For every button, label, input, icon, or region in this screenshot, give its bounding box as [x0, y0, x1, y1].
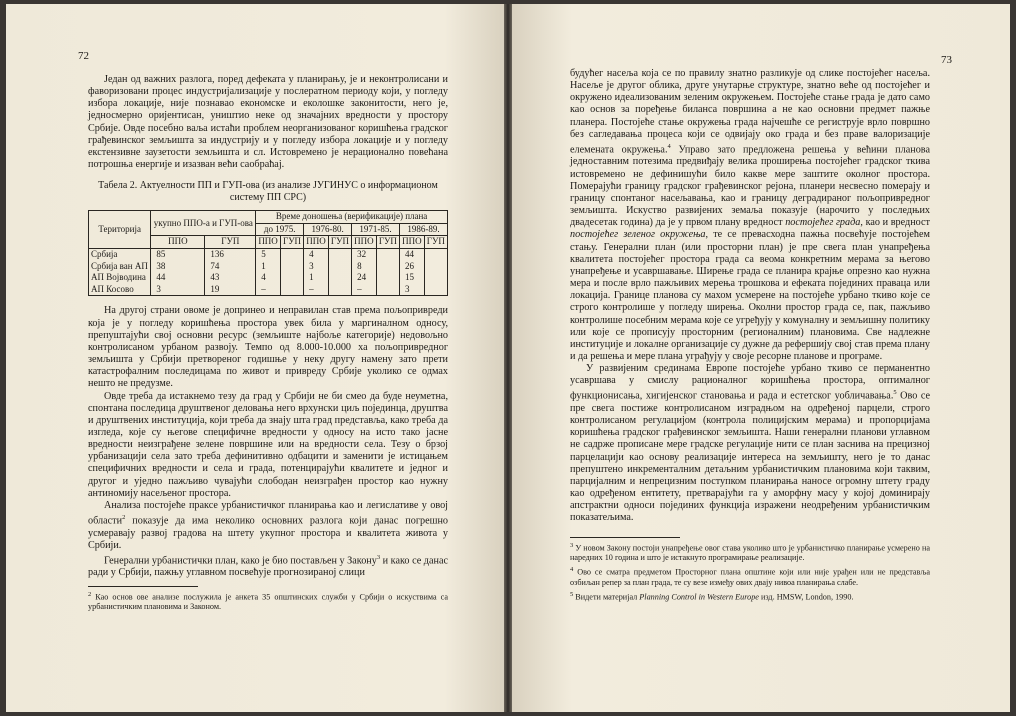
data-table — [88, 210, 448, 296]
table-cell: 1 — [304, 272, 329, 284]
paragraph: Анализа постојеће праксе урбанистичког планирања као и легислативе у овој области$^2$ показује да има неколико основних разлога који данас погрешно усмеравају развој градова на штету укупног простора и квалитета живота у Србији. — [88, 499, 448, 551]
table-cell — [328, 272, 351, 284]
paragraph: будућег насеља која се по правилу знатно разликује од слике постојећег насеља. Насеље је другог облика, друге унутарње структуре, знатно веће од постојећег и окружено идеализованим зеленим окружењем. Постојеће стање града је дато само као основ за поређење биланса површина а не као основни предмет пажње планера. Постојеће стање окружења града најчешће се региструје врло површно без сагледавања процеса који се одвијају око града и без праве валоризације елемената окружења.$^4$ Управо зато предложена решења у већини планова једноставним потезима предвиђају велика проширења постојећег градског ткива истовремено не дефинишући било какве мере заштите околног простора. Померајући границу градског грађевинског рејона, планери несвесно померају и границу спонтаног насељавања, као и границу деградираног пољопривредног земљишта. Искуство развијених земаља показује (нарочито у последњих двадесетак година) да је у првом плану вредност постојећег града, као и вредност постојећег зеленог окружења, те се превасходна пажња посвећује постојећем стању. Генерални план (или просторни план) је пре свега план унапређења квалитета постојећег простора града са веома конкретним мерама за његово унапређење и усавршавање. Ширење града се планира крајње опрезно као нужна мера и после врло пажљивих мерења трошкова и ефеката појединих праваца или локација. Границе планова су махом усмерене на постојеће урбано ткиво које се строго контролише у погледу ширења. Околни простор града се, пак, пажљиво контролише посебним мерама које се угређују у комуналну и земљишну политику или које се прописују просторним (регионалним) плановима. Све надлежне институције и локалне организације су дужне да рефершију свој став према плану и да решења и мере плана уграђују у своје ресорне планове и програме. — [570, 68, 930, 362]
open-book — [6, 4, 1010, 712]
table-cell: 1 — [256, 261, 281, 273]
table-cell: 74 — [205, 261, 256, 273]
table-cell — [328, 261, 351, 273]
table-cell: 8 — [352, 261, 377, 273]
table-cell — [280, 261, 303, 273]
header-total: укупно ППО-а и ГУП-ова — [151, 211, 256, 236]
subheader-ppo: ППО — [400, 236, 425, 249]
subheader-gup: ГУП — [376, 236, 399, 249]
subheader-ppo: ППО — [352, 236, 377, 249]
table-cell — [424, 261, 447, 273]
paragraph: У развијеним срединама Европе постојеће урбано ткиво се перманентно усавршава у смислу рационалног коришћења простора, оптималног функционисања, хигијенског становања и рада и естетског уобличавања.$^5$ Ово се пре свега постиже контролисаном изградњом на одређеној парцели, строго контролисаном регулацијом (контрола полицијским мерама) и пропорцијама коришћења градског грађевинског земљишта. Наши генерални планови углавном не садрже прописане мере градске регулације нити се план заснива на прецизној парцелацији као основу реализације интереса на земљишту, него је то данас препуштено инкременталним детаљним урбанистичким плановима који таквим, парцијалним и непрецизним поступком планирања наносе огромну штету граду као одређеном ентитету, претварајући га у аморфну масу у којој доминирају апстрактни односи појединих функција изражени неодређеним урбанистичким показатељима. — [570, 363, 931, 524]
table-cell — [424, 249, 447, 261]
table-cell: 5 — [256, 249, 281, 261]
table-cell: 3 — [400, 284, 425, 296]
header-period: 1971-85. — [352, 223, 400, 236]
footnote-rule — [88, 586, 198, 587]
table-row — [89, 272, 448, 284]
paragraph: На другој страни овоме је допринео и неправилан став према пољопривреди која је у погледу коришћења простора увек била у маргиналном односу, препуштајући свој основни ресурс (земљиште најбоље категорије) недовољно контролисаном урбаном развоју. Темпо од 8.000-10.000 ха пољопривредног земљишта у Србији претвореног годишње у неку другу намену зато прети катастрофалним последицама по живот и привреду Србије уколико се одмах нешто не предузме. — [88, 305, 448, 390]
table-row — [89, 261, 448, 273]
row-territory: Србија — [89, 249, 151, 261]
table-row — [89, 284, 448, 296]
table-cell: 4 — [304, 249, 329, 261]
footnote-ref: 3 — [376, 553, 381, 561]
table-row — [89, 249, 448, 261]
footnote-ref: 4 — [667, 142, 671, 150]
row-territory: АП Косово — [89, 284, 151, 296]
table-cell — [280, 284, 303, 296]
table-cell: 44 — [400, 249, 425, 261]
right-text-column — [570, 68, 930, 606]
left-page — [6, 4, 504, 712]
subheader-gup: ГУП — [424, 236, 447, 249]
footnote: $^5$ Видети материјал Planning Control in Western Europe изд. HMSW, London, 1990. — [570, 591, 854, 603]
table-cell: 85 — [151, 249, 205, 261]
table-cell — [376, 284, 399, 296]
table-cell: – — [352, 284, 377, 296]
header-period: 1976-80. — [304, 223, 352, 236]
table-caption: Табела 2. Актуелности ПП и ГУП-ова (из анализе ЈУГИНУС о информационом систему ПП СРС) — [98, 180, 438, 204]
row-territory: АП Војводина — [89, 272, 151, 284]
table-cell: 43 — [205, 272, 256, 284]
header-period: до 1975. — [256, 223, 304, 236]
table-cell — [424, 284, 447, 296]
page-number-left: 72 — [78, 50, 89, 62]
subheader-ppo: ППО — [256, 236, 281, 249]
subheader-gup: ГУП — [205, 236, 256, 249]
table-cell — [376, 249, 399, 261]
table-cell — [376, 261, 399, 273]
paragraph: Овде треба да истакнемо тезу да град у Србији не би смео да буде неуметна, спонтана последица друштвеног деловања него врхунски циљ појединца, друштва и друштвених институција, који треба да знају шта град представља, како треба да изгледа, које су његове специфичне вредности у односу на исто тако јасне вредности неизграђене зелене површине или на вредности села. Тезу о брзој урбанизацији села зато треба дефинитивно одбацити и заменити је истицањем специфичних вредности и села и града, потенцирајући квалитете и једног и другог и уједно пажљиво чувајући слободан неизграђен простор као нужну антиномију насељеног простора. — [88, 390, 448, 499]
subheader-gup: ГУП — [328, 236, 351, 249]
subheader-ppo: ППО — [304, 236, 329, 249]
footnote-ref: 2 — [122, 514, 126, 522]
row-territory: Србија ван АП — [89, 261, 151, 273]
table-cell: 24 — [352, 272, 377, 284]
right-page — [512, 4, 1010, 712]
table-cell — [328, 249, 351, 261]
table-cell: 19 — [205, 284, 256, 296]
footnote-rule — [570, 537, 680, 538]
table-cell: 3 — [151, 284, 205, 296]
paragraph: Генерални урбанистички план, како је био постављен у Закону$^3$ и како се данас ради у Србији, пажњу углавном посвећује прогнозираној слици — [88, 553, 448, 579]
paragraph: Један од важних разлога, поред дефеката у планирању, је и неконтролисани и фаворизовани процес индустријализације у послератном периоду који, у погледу избора локације, није познавао економске и еколошке законитости, него је, једносмерно оријентисан, уништио неке од значајних вредности у простору Србије. Овде посебно ваља истаћи проблем неорганизованог коришћења градског грађевинског земљишта за индустрију и у погледу избора локације и у погледу екстензивне заузетости земљишта и сл. Истовремено је нерационално повећана потрошња енергије и изазван већи саобраћај. — [88, 74, 448, 171]
table-cell: 15 — [400, 272, 425, 284]
footnote: $^2$ Као основ ове анализе послужила је анкета 35 општинских служби у Србији о искуствима са урбанистичким плановима и Законом. — [88, 590, 449, 611]
footnote: $^4$ Ово се сматра предметом Просторног плана општине који или није урађен или не представља озбиљан репер за план града, те су везе између ових двају нивоа планирања слабе. — [570, 566, 930, 587]
header-time: Време доношења (верификације) плана — [256, 211, 448, 224]
footnote: $^3$ У новом Закону постоји унапређење овог става уколико што је урбанистичко планирање усмерено на наредних 10 година и што је истакнуто програмирање реализације. — [570, 541, 930, 562]
subheader-ppo: ППО — [151, 236, 205, 249]
table-cell: 4 — [256, 272, 281, 284]
table-cell — [376, 272, 399, 284]
table-cell: 3 — [304, 261, 329, 273]
table-cell: – — [304, 284, 329, 296]
table-cell: 38 — [151, 261, 205, 273]
footnote-ref: 5 — [893, 389, 897, 397]
table-cell — [280, 272, 303, 284]
table-cell — [424, 272, 447, 284]
table-cell — [328, 284, 351, 296]
table-cell — [280, 249, 303, 261]
book-spine — [504, 4, 512, 712]
left-text-column — [88, 74, 448, 615]
header-territory: Територија — [89, 211, 151, 249]
table-cell: 136 — [205, 249, 256, 261]
table-cell: 44 — [151, 272, 205, 284]
table-cell: 32 — [352, 249, 377, 261]
header-period: 1986-89. — [400, 223, 448, 236]
table-cell: – — [256, 284, 281, 296]
page-number-right: 73 — [941, 54, 952, 66]
subheader-gup: ГУП — [280, 236, 303, 249]
table-cell: 26 — [400, 261, 425, 273]
